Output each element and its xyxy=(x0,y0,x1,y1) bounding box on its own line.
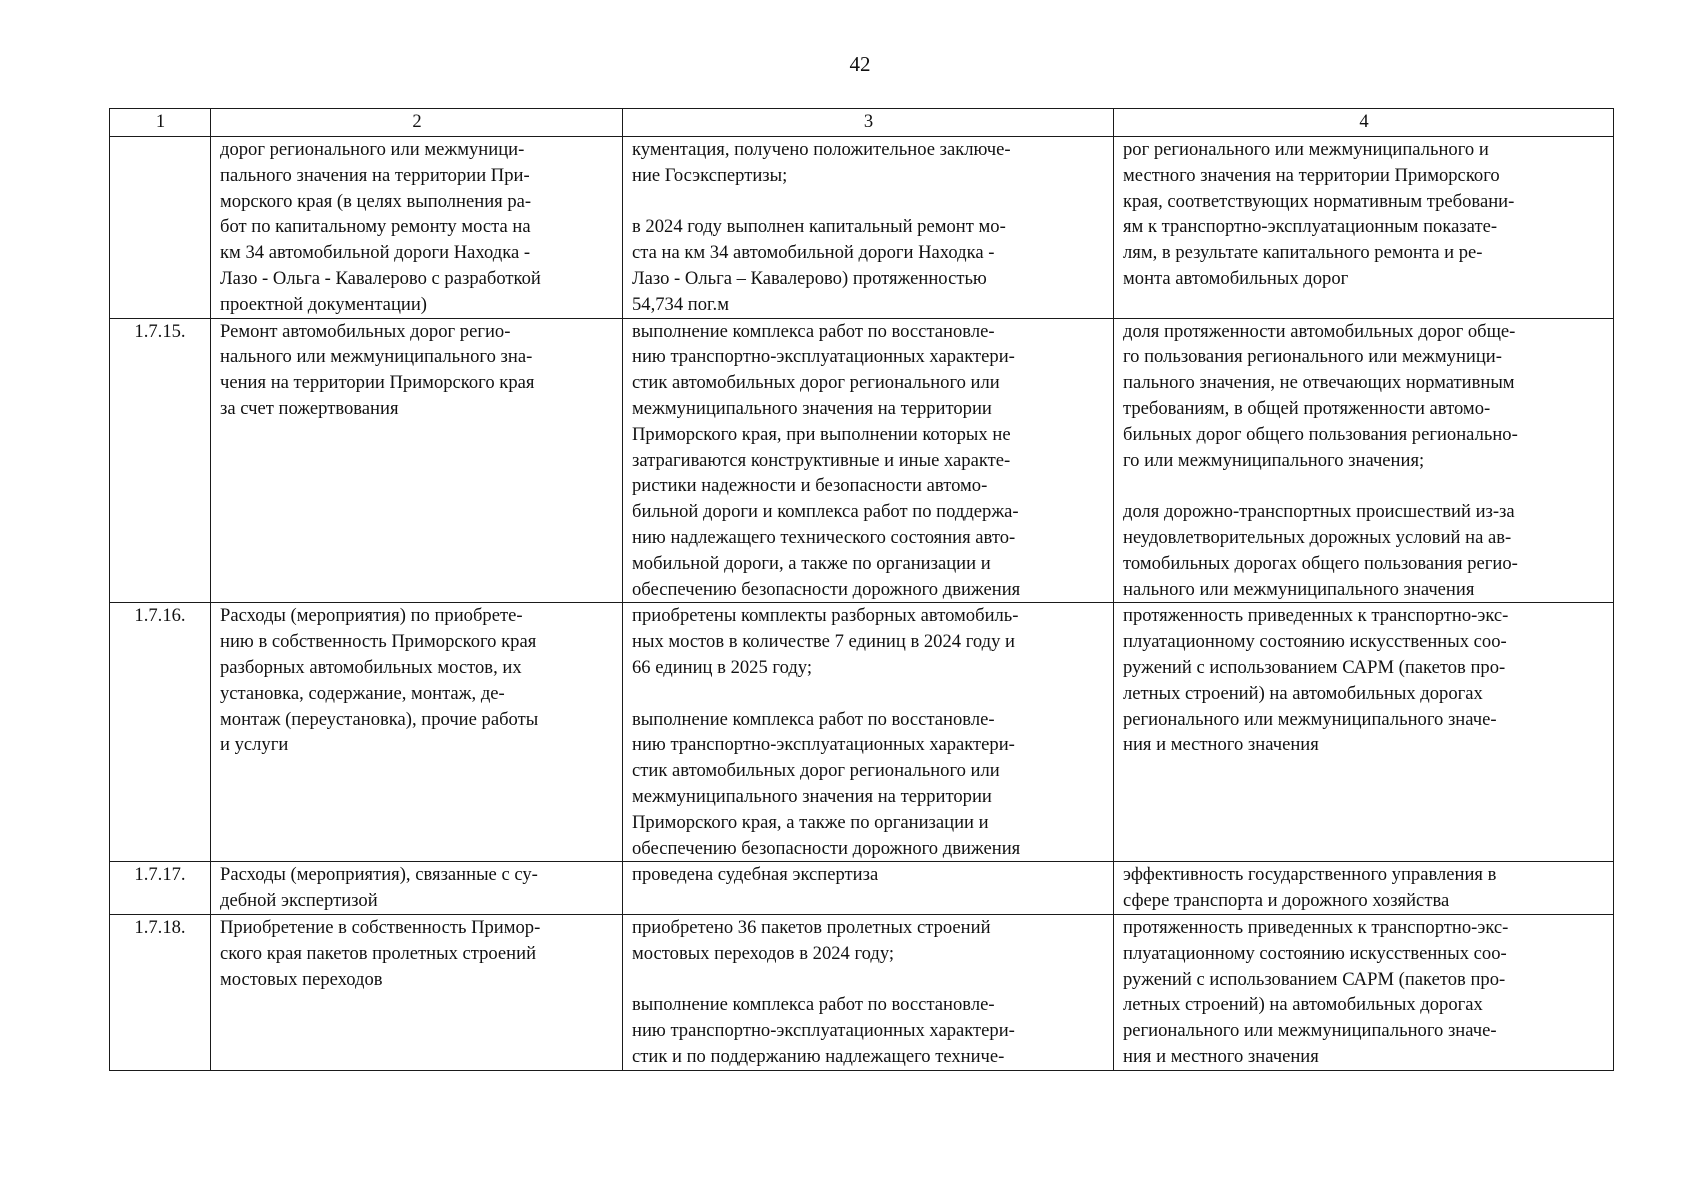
table-row xyxy=(110,914,1614,1070)
row-number: 1.7.17. xyxy=(110,862,211,915)
result-paragraph: кументация, получено положительное заключе- ние Госэкспертизы; xyxy=(632,139,1011,186)
measure-name: Приобретение в собственность Примор- ского края пакетов пролетных строений мостовых переходов xyxy=(220,916,541,990)
header-cell-2: 2 xyxy=(211,109,623,137)
indicator-cell xyxy=(1114,603,1614,862)
result-paragraph: приобретено 36 пакетов пролетных строений мостовых переходов в 2024 году; xyxy=(632,916,991,964)
indicator-paragraph: протяженность приведенных к транспортно-экс- плуатационному состоянию искусственных соо- ружений с использованием САРМ (пакетов про- летных строений) на автомобильных дорогах регионального или межмуниципального значе- ния и местного значения xyxy=(1123,605,1509,756)
measure-name-cell xyxy=(211,318,623,603)
table-row xyxy=(110,318,1614,603)
page-number: 42 xyxy=(849,52,871,76)
row-number xyxy=(110,137,211,319)
result-paragraph: в 2024 году выполнен капитальный ремонт мо- ста на км 34 автомобильной дороги Находка - Лазо - Ольга – Кавалерово) протяженностью 54,734 пог.м xyxy=(632,216,1006,315)
indicator-cell xyxy=(1114,914,1614,1070)
result-cell xyxy=(623,862,1114,915)
row-number: 1.7.18. xyxy=(110,914,211,1070)
measure-name: дорог регионального или межмуници- пального значения на территории При- морского края (в целях выполнения ра- бот по капитальному ремонту моста на км 34 автомобильной дороги Находка - Лазо - Ольга - Кавалерово с разработкой проектной документации) xyxy=(220,139,541,315)
measures-table xyxy=(109,108,1614,1071)
indicator-paragraph: рог регионального или межмуниципального и местного значения на территории Приморского края, соответствующих нормативным требовани- ям к транспортно-эксплуатационным показате- лям, в результате капитального ремонта и ре- монта автомобильных дорог xyxy=(1123,139,1515,289)
result-paragraph: выполнение комплекса работ по восстановле- нию транспортно-эксплуатационных характери- стик и по поддержанию надлежащего техниче- xyxy=(632,994,1015,1067)
indicator-paragraph: доля дорожно-транспортных происшествий из-за неудовлетворительных дорожных условий на ав- томобильных дорогах общего пользования регио- нального или межмуниципального значения xyxy=(1123,501,1518,600)
indicator-cell xyxy=(1114,137,1614,319)
indicator-paragraph: доля протяженности автомобильных дорог обще- го пользования регионального или межмуници- пального значения, не отвечающих нормативным требованиям, в общей протяженности автомо- бильных дорог общего пользования регионально- го или межмуниципального значения; xyxy=(1123,320,1518,471)
measure-name: Расходы (мероприятия), связанные с су- дебной экспертизой xyxy=(220,864,538,912)
header-cell-4: 4 xyxy=(1114,109,1614,137)
measure-name-cell xyxy=(211,862,623,915)
result-cell xyxy=(623,318,1114,603)
result-paragraph: выполнение комплекса работ по восстановле- нию транспортно-эксплуатационных характери- стик автомобильных дорог регионального или межмуниципального значения на территории Приморского края, а также по организации и обеспечению безопасности дорожного движения xyxy=(632,708,1021,859)
row-number: 1.7.15. xyxy=(110,318,211,603)
table-header-row xyxy=(110,109,1614,137)
indicator-cell xyxy=(1114,318,1614,603)
result-cell xyxy=(623,914,1114,1070)
result-paragraph: проведена судебная экспертиза xyxy=(632,864,879,886)
result-paragraph: приобретены комплекты разборных автомобиль- ных мостов в количестве 7 единиц в 2024 году и 66 единиц в 2025 году; xyxy=(632,605,1019,678)
measure-name-cell xyxy=(211,603,623,862)
indicator-paragraph: эффективность государственного управления в сфере транспорта и дорожного хозяйства xyxy=(1123,864,1497,912)
header-cell-3: 3 xyxy=(623,109,1114,137)
table-row xyxy=(110,603,1614,862)
result-paragraph: выполнение комплекса работ по восстановле- нию транспортно-эксплуатационных характери- стик автомобильных дорог регионального или межмуниципального значения на территории Приморского края, при выполнении которых не затрагиваются конструктивные и иные характе- ристики надежности и безопасности автомо- бильной дороги и комплекса работ по поддержа- нию надлежащего технического состояния авто- мобильной дороги, а также по организации и обеспечению безопасности дорожного движения xyxy=(632,320,1021,600)
row-number: 1.7.16. xyxy=(110,603,211,862)
measure-name: Расходы (мероприятия) по приобрете- нию в собственность Приморского края разборных автомобильных мостов, их установка, содержание, монтаж, де- монтаж (переустановка), прочие работы и услуги xyxy=(220,605,539,756)
indicator-paragraph: протяженность приведенных к транспортно-экс- плуатационному состоянию искусственных соо- ружений с использованием САРМ (пакетов про- летных строений) на автомобильных дорогах регионального или межмуниципального значе- ния и местного значения xyxy=(1123,916,1509,1067)
table-row xyxy=(110,862,1614,915)
result-cell xyxy=(623,603,1114,862)
result-cell xyxy=(623,137,1114,319)
measure-name-cell xyxy=(211,137,623,319)
measure-name: Ремонт автомобильных дорог регио- нального или межмуниципального зна- чения на территории Приморского края за счет пожертвования xyxy=(220,320,535,419)
table-row xyxy=(110,137,1614,319)
measure-name-cell xyxy=(211,914,623,1070)
indicator-cell xyxy=(1114,862,1614,915)
header-cell-1: 1 xyxy=(110,109,211,137)
